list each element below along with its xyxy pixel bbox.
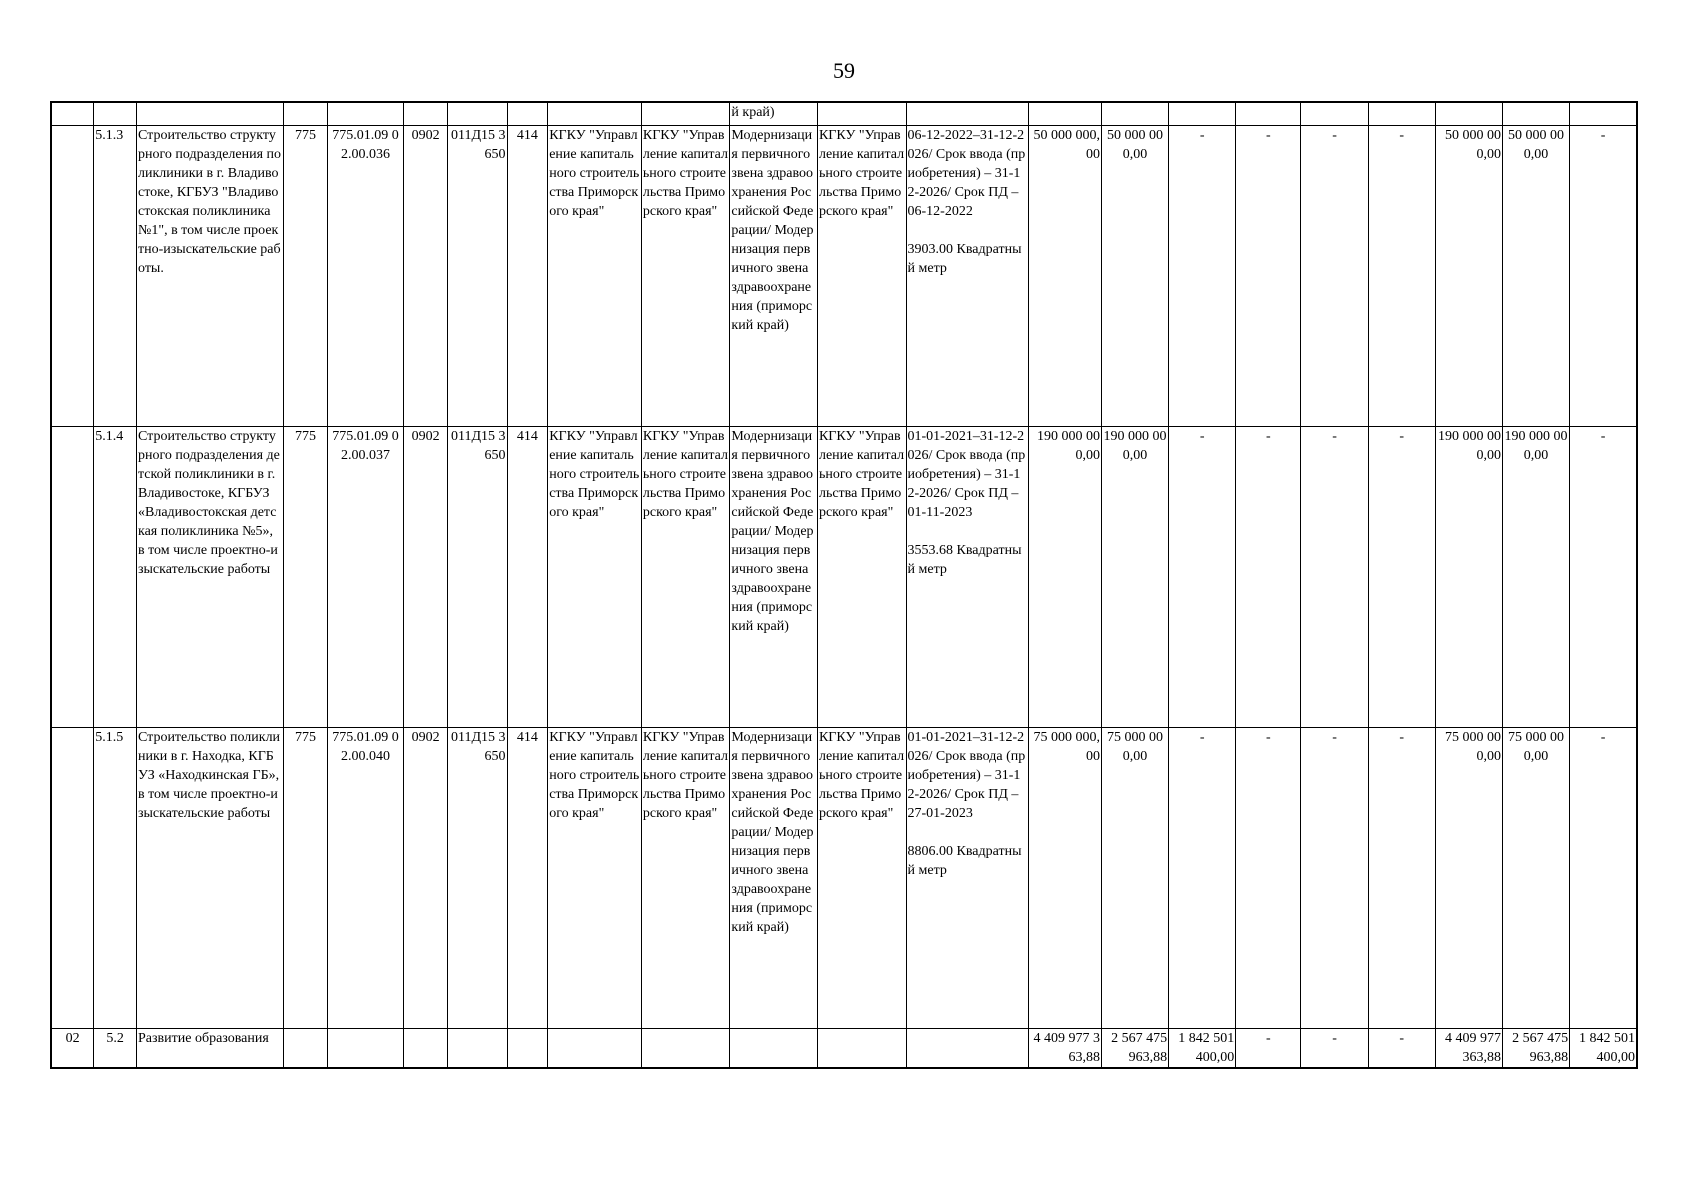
budget-year2: -	[1570, 728, 1637, 1029]
terms: 01-01-2021–31-12-2026/ Срок ввода (приобретения) – 31-12-2026/ Срок ПД – 01-11-2023 3553.68 Квадратный метр	[906, 427, 1028, 728]
amount-year1: 50 000 000,00	[1101, 126, 1168, 427]
executor: КГКУ "Управление капитального строительства Приморского края"	[548, 126, 642, 427]
rzpr-code: 0902	[403, 728, 448, 1029]
budget-year1: 190 000 000,00	[1502, 427, 1569, 728]
csr-code: 011Д15 3650	[448, 728, 507, 1029]
object-code: 775.01.09 02.00.037	[328, 427, 403, 728]
row-number: 5.1.4	[94, 427, 137, 728]
row-number: 5.1.5	[94, 728, 137, 1029]
rzpr-code: 0902	[403, 427, 448, 728]
summary-budget-year1: 2 567 475 963,88	[1502, 1029, 1569, 1069]
budget-total: 50 000 000,00	[1435, 126, 1502, 427]
summary-year5: -	[1368, 1029, 1435, 1069]
budget-total: 190 000 000,00	[1435, 427, 1502, 728]
terms: 01-01-2021–31-12-2026/ Срок ввода (приобретения) – 31-12-2026/ Срок ПД – 27-01-2023 8806.00 Квадратный метр	[906, 728, 1028, 1029]
vr-code: 414	[507, 427, 548, 728]
budget-year1: 75 000 000,00	[1502, 728, 1569, 1029]
customer: КГКУ "Управление капитального строительства Приморского края"	[817, 126, 906, 427]
summary-name: Развитие образования	[137, 1029, 284, 1069]
grbs-code: 775	[283, 427, 328, 728]
amount-year3: -	[1236, 427, 1301, 728]
object-name: Строительство структурного подразделения поликлиники в г. Владивостоке, КГБУЗ "Владивостокская поликлиника №1", в том числе проектно-изыскательские работы.	[137, 126, 284, 427]
row-number: 5.1.3	[94, 126, 137, 427]
object-code: 775.01.09 02.00.040	[328, 728, 403, 1029]
budget-year2: -	[1570, 427, 1637, 728]
developer: КГКУ "Управление капитального строительства Приморского края"	[641, 728, 730, 1029]
executor: КГКУ "Управление капитального строительства Приморского края"	[548, 728, 642, 1029]
amount-year4: -	[1301, 126, 1368, 427]
customer: КГКУ "Управление капитального строительства Приморского края"	[817, 728, 906, 1029]
amount-year1: 190 000 000,00	[1101, 427, 1168, 728]
grbs-code: 775	[283, 126, 328, 427]
vr-code: 414	[507, 126, 548, 427]
rzpr-code: 0902	[403, 126, 448, 427]
csr-code: 011Д15 3650	[448, 126, 507, 427]
amount-year2: -	[1169, 427, 1236, 728]
summary-year1: 2 567 475 963,88	[1101, 1029, 1168, 1069]
developer: КГКУ "Управление капитального строительства Приморского края"	[641, 427, 730, 728]
budget-year2: -	[1570, 126, 1637, 427]
summary-row	[51, 1029, 1637, 1069]
executor: КГКУ "Управление капитального строительства Приморского края"	[548, 427, 642, 728]
summary-budget-year2: 1 842 501 400,00	[1570, 1029, 1637, 1069]
table-row	[51, 126, 1637, 427]
amount-total: 190 000 000,00	[1028, 427, 1101, 728]
terms: 06-12-2022–31-12-2026/ Срок ввода (приобретения) – 31-12-2026/ Срок ПД – 06-12-2022 3903.00 Квадратный метр	[906, 126, 1028, 427]
customer: КГКУ "Управление капитального строительства Приморского края"	[817, 427, 906, 728]
object-name: Строительство поликлиники в г. Находка, КГБУЗ «Находкинская ГБ», в том числе проектно-изыскательские работы	[137, 728, 284, 1029]
national-project: Модернизация первичного звена здравоохранения Российской Федерации/ Модернизация первичного звена здравоохранения (приморский край)	[730, 126, 818, 427]
amount-year5: -	[1368, 728, 1435, 1029]
grbs-code: 775	[283, 728, 328, 1029]
national-project: Модернизация первичного звена здравоохранения Российской Федерации/ Модернизация первичного звена здравоохранения (приморский край)	[730, 427, 818, 728]
amount-total: 75 000 000,00	[1028, 728, 1101, 1029]
summary-year2: 1 842 501 400,00	[1169, 1029, 1236, 1069]
vr-code: 414	[507, 728, 548, 1029]
amount-total: 50 000 000,00	[1028, 126, 1101, 427]
table-row	[51, 728, 1637, 1029]
budget-table	[50, 101, 1638, 1069]
budget-year1: 50 000 000,00	[1502, 126, 1569, 427]
amount-year3: -	[1236, 728, 1301, 1029]
amount-year5: -	[1368, 126, 1435, 427]
summary-total: 4 409 977 363,88	[1028, 1029, 1101, 1069]
continuation-cell: й край)	[730, 102, 818, 126]
amount-year4: -	[1301, 427, 1368, 728]
object-name: Строительство структурного подразделения детской поликлиники в г. Владивостоке, КГБУЗ «Владивостокская детская поликлиника №5», в том числе проектно-изыскательские работы	[137, 427, 284, 728]
csr-code: 011Д15 3650	[448, 427, 507, 728]
amount-year3: -	[1236, 126, 1301, 427]
national-project: Модернизация первичного звена здравоохранения Российской Федерации/ Модернизация первичного звена здравоохранения (приморский край)	[730, 728, 818, 1029]
amount-year4: -	[1301, 728, 1368, 1029]
budget-total: 75 000 000,00	[1435, 728, 1502, 1029]
amount-year1: 75 000 000,00	[1101, 728, 1168, 1029]
continuation-row	[51, 102, 1637, 126]
summary-number: 5.2	[94, 1029, 137, 1069]
amount-year5: -	[1368, 427, 1435, 728]
page-number: 59	[833, 58, 855, 83]
summary-year3: -	[1236, 1029, 1301, 1069]
amount-year2: -	[1169, 126, 1236, 427]
summary-year4: -	[1301, 1029, 1368, 1069]
amount-year2: -	[1169, 728, 1236, 1029]
summary-code: 02	[51, 1029, 94, 1069]
object-code: 775.01.09 02.00.036	[328, 126, 403, 427]
summary-budget-total: 4 409 977 363,88	[1435, 1029, 1502, 1069]
developer: КГКУ "Управление капитального строительства Приморского края"	[641, 126, 730, 427]
table-row	[51, 427, 1637, 728]
